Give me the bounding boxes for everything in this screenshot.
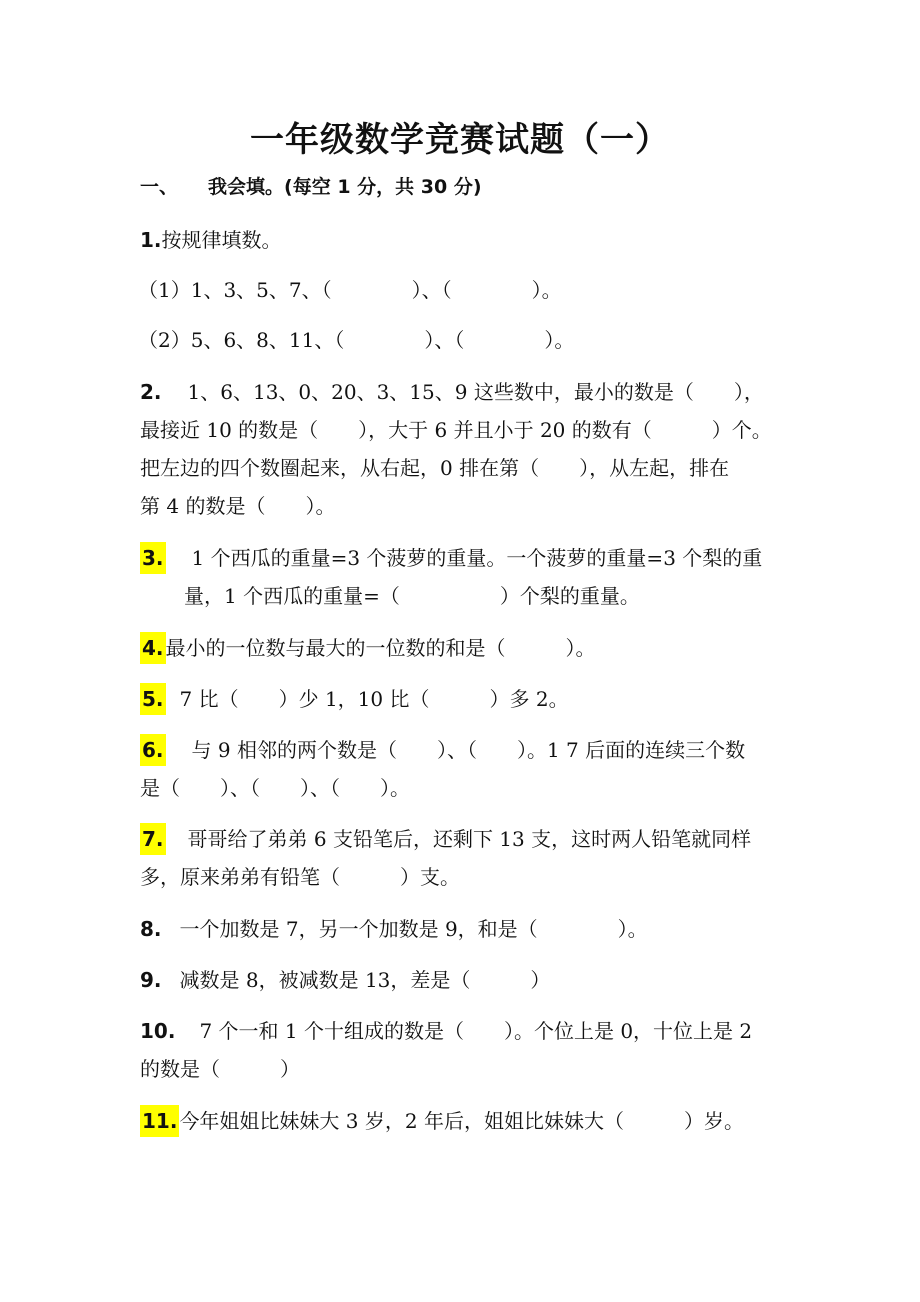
question-number-highlighted: 6.	[140, 734, 166, 766]
question-number: 8.	[140, 917, 162, 941]
question-10	[140, 1015, 790, 1044]
question-2-line-4: 第 4 的数是（ ）。	[140, 494, 336, 518]
question-2-line-3: 把左边的四个数圈起来，从右起，0 排在第（ ），从左起，排在	[140, 456, 730, 480]
question-number-highlighted: 5.	[140, 683, 166, 715]
question-10-line-2: 的数是（ ）	[140, 1057, 300, 1081]
question-number-highlighted: 3.	[140, 542, 166, 574]
question-text: 最小的一位数与最大的一位数的和是（ ）。	[165, 636, 596, 660]
question-number: 1.	[140, 228, 162, 252]
question-number: 10.	[140, 1019, 176, 1043]
question-text-line: 与 9 相邻的两个数是（ ）、（ ）。1 7 后面的连续三个数	[191, 738, 746, 762]
question-1-sub-1: （1）1、3、5、7、（ ）、（ ）。	[138, 278, 562, 302]
question-text: 今年姐姐比妹妹大 3 岁，2 年后，姐姐比妹妹大（ ）岁。	[179, 1109, 744, 1133]
page-title: 一年级数学竞赛试题（一）	[250, 120, 670, 160]
question-text: 减数是 8，被减数是 13，差是（ ）	[179, 968, 551, 992]
question-text-line: 哥哥给了弟弟 6 支铅笔后，还剩下 13 支，这时两人铅笔就同样	[187, 827, 752, 851]
question-text-line: 7 个一和 1 个十组成的数是（ ）。个位上是 0，十位上是 2	[199, 1019, 753, 1043]
question-1-sub-2: （2）5、6、8、11、（ ）、（ ）。	[138, 328, 575, 352]
question-3	[140, 542, 790, 571]
section-heading	[140, 172, 482, 199]
question-1	[140, 224, 790, 253]
question-6-line-2: 是（ ）、（ ）、（ ）。	[140, 776, 410, 800]
question-number-highlighted: 4.	[140, 632, 166, 664]
question-2-line-2: 最接近 10 的数是（ ），大于 6 并且小于 20 的数有（ ）个。	[140, 418, 772, 442]
question-number: 9.	[140, 968, 162, 992]
question-text-line: 1、6、13、0、20、3、15、9 这些数中，最小的数是（ ），	[187, 380, 764, 404]
question-9	[140, 964, 790, 993]
question-8	[140, 913, 790, 942]
question-text: 一个加数是 7，另一个加数是 9，和是（ ）。	[179, 917, 648, 941]
question-11	[140, 1105, 790, 1134]
question-5	[140, 683, 790, 712]
question-number-highlighted: 7.	[140, 823, 166, 855]
question-number-highlighted: 11.	[140, 1105, 179, 1137]
question-7	[140, 823, 790, 852]
question-text-line: 1 个西瓜的重量=3 个菠萝的重量。一个菠萝的重量=3 个梨的重	[191, 546, 763, 570]
question-2	[140, 376, 790, 405]
question-number: 2.	[140, 380, 162, 404]
question-3-line-2: 量，1 个西瓜的重量=（ ）个梨的重量。	[184, 584, 640, 608]
question-6	[140, 734, 790, 763]
section-text: 我会填。(每空 1 分，共 30 分)	[208, 176, 482, 198]
question-text: 7 比（ ）少 1，10 比（ ）多 2。	[179, 687, 569, 711]
section-number: 一、	[140, 176, 179, 198]
question-text: 按规律填数。	[161, 228, 282, 252]
question-4	[140, 632, 790, 661]
question-7-line-2: 多，原来弟弟有铅笔（ ）支。	[140, 865, 460, 889]
